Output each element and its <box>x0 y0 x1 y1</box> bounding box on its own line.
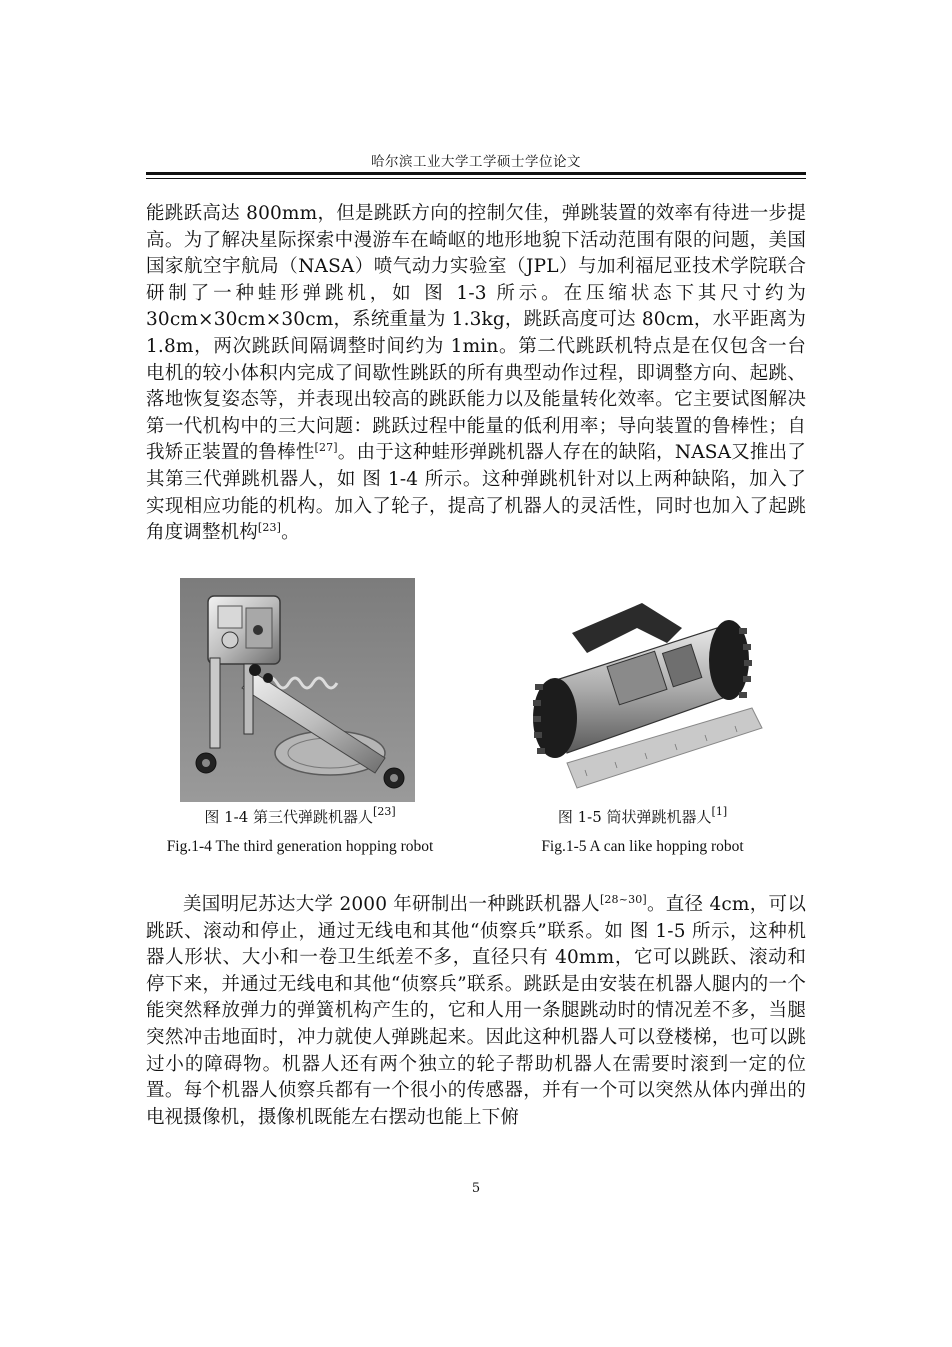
figure-1-5-caption-en: Fig.1-5 A can like hopping robot <box>541 838 744 855</box>
paragraph-2-text-b: 。直径 4cm，可以跳跃、滚动和停止，通过无线电和其他“侦察兵”联系。如 图 1-5 所示，这种机器人形状、大小和一卷卫生纸差不多，直径只有 40mm，它可以跳跃、滚动和停下来，并通过无线电和其他“侦察兵”联系。跳跃是由安装在机器人腿内的一个能突然释放弹力的弹簧机构产生的，它和人用一条腿跳动时的情况差不多，当腿突然冲击地面时，冲力就使人弹跳起来。因此这种机器人可以登楼梯，也可以跳过小的障碍物。机器人还有两个独立的轮子帮助机器人在需要时滚到一定的位置。每个机器人侦察兵都有一个很小的传感器，并有一个可以突然从体内弹出的电视摄像机，摄像机既能左右摆动也能上下俯 <box>146 894 806 1128</box>
figure-1-4-caption-en: Fig.1-4 The third generation hopping robot <box>166 838 434 855</box>
figure-1-5-citation: [1] <box>711 805 728 818</box>
figure-1-4-photo <box>180 578 415 802</box>
figure-1-4-caption <box>160 803 440 861</box>
figure-1-4-caption-cn <box>160 803 440 832</box>
figure-1-5-caption-cn-text: 图 1-5 筒状弹跳机器人 <box>557 808 712 826</box>
figure-1-5-caption-cn <box>510 803 775 832</box>
figure-1-4-caption-cn-text: 图 1-4 第三代弹跳机器人 <box>204 808 374 826</box>
paragraph-1-text-c: 。 <box>281 522 300 544</box>
header-rule-thin <box>146 178 806 179</box>
paragraph-2-text-a: 美国明尼苏达大学 2000 年研制出一种跳跃机器人 <box>183 894 600 915</box>
citation-27: [27] <box>314 441 338 455</box>
paragraph-1-text-b: 。由于这种蛙形弹跳机器人存在的缺陷，NASA又推出了其第三代弹跳机器人，如 图 1-4 所示。这种弹跳机针对以上两种缺陷，加入了实现相应功能的机构。加入了轮子，提高了机器人的灵活性，同时也加入了起跳角度调整机构 <box>146 442 806 544</box>
figure-1-5-photo <box>517 588 767 798</box>
citation-23: [23] <box>257 521 282 535</box>
page-header: 哈尔滨工业大学工学硕士学位论文 <box>371 154 581 170</box>
page-number: 5 <box>471 1181 481 1196</box>
figure-1-5-caption <box>510 803 775 861</box>
paragraph-2 <box>146 892 806 1131</box>
paragraph-1-text-a: 能跳跃高达 800mm，但是跳跃方向的控制欠佳，弹跳装置的效率有待进一步提高。为了解决星际探索中漫游车在崎岖的地形地貌下活动范围有限的问题，美国国家航空宇航局（NASA）喷气动力实验室（JPL）与加利福尼亚技术学院联合研制了一种蛙形弹跳机，如 图 1-3 所示。在压缩状态下其尺寸约为 30cm×30cm×30cm，系统重量为 1.3kg，跳跃高度可达 80cm，水平距离为 1.8m，两次跳跃间隔调整时间约为 1min。第二代跳跃机特点是在仅包含一台电机的较小体积内完成了间歇性跳跃的所有典型动作过程，即调整方向、起跳、落地恢复姿态等，并表现出较高的跳跃能力以及能量转化效率。它主要试图解决第一代机构中的三大问题：跳跃过程中能量的低利用率；导向装置的鲁棒性；自我矫正装置的鲁棒性 <box>146 203 806 464</box>
header-rule-thick <box>146 172 806 175</box>
figure-1-4-citation: [23] <box>373 805 396 818</box>
citation-28-30: [28~30] <box>599 893 647 906</box>
paragraph-1 <box>146 201 806 547</box>
